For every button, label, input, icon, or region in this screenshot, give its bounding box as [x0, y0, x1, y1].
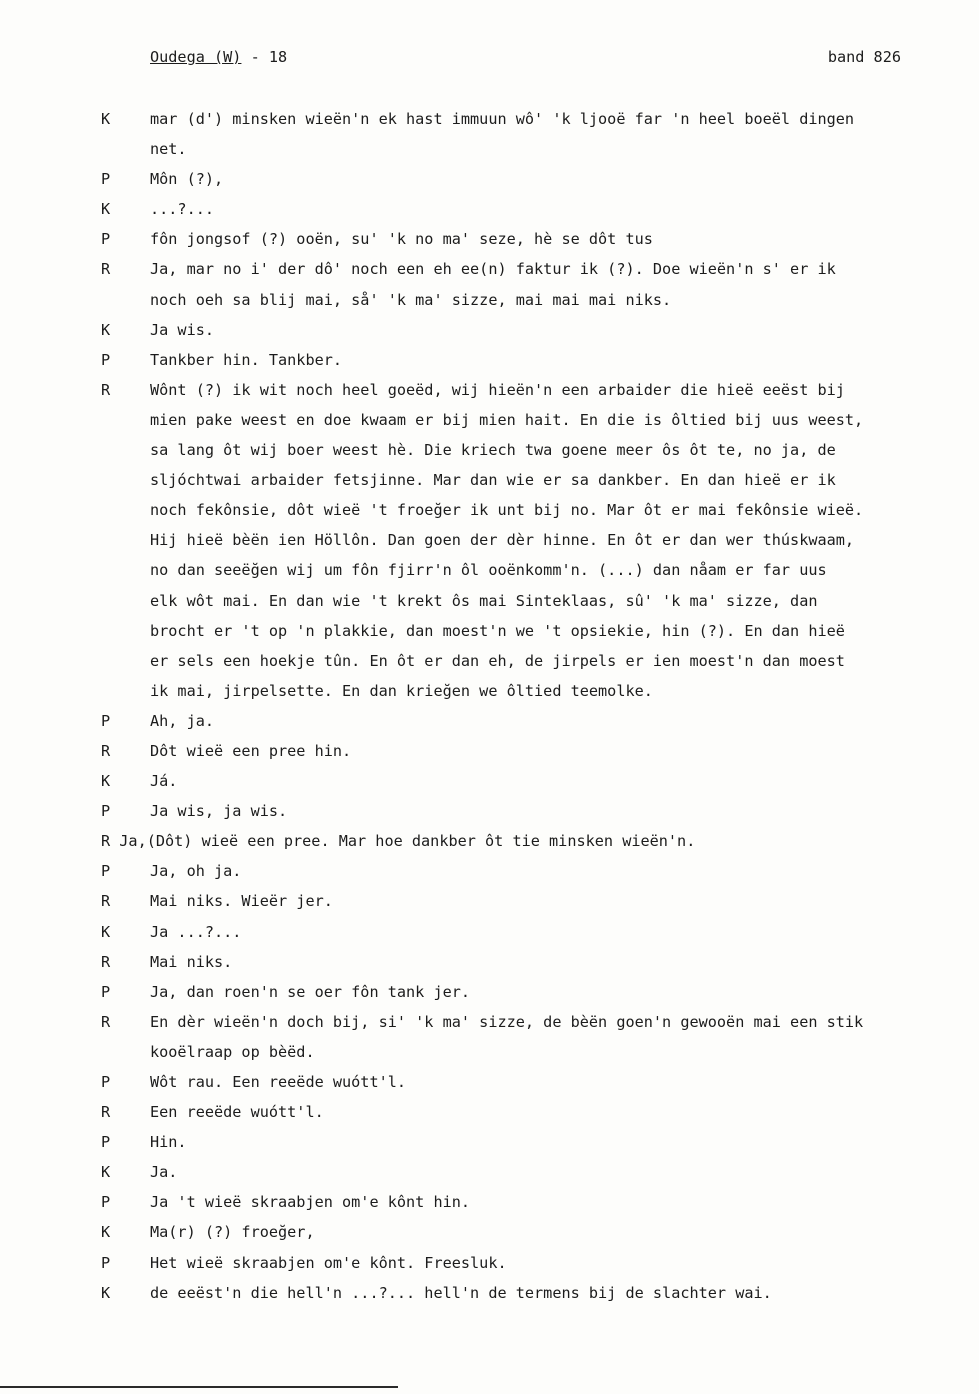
- transcript-line: [0, 134, 979, 164]
- transcript-line: [0, 736, 979, 766]
- transcript-line: [0, 495, 979, 525]
- line-text: Wôt rau. Een reeëde wuótt'l.: [150, 1073, 407, 1091]
- speaker-label: R: [101, 892, 111, 911]
- transcript-line: [0, 947, 979, 977]
- header-location-underlined: Oudega (W): [150, 48, 242, 66]
- line-text: En dèr wieën'n doch bij, si' 'k ma' sizze, de bèën goen'n gewooën mai een stik: [150, 1012, 864, 1031]
- speaker-label: K: [101, 772, 111, 791]
- line-text: Ja.: [150, 1163, 178, 1182]
- speaker-label: K: [101, 320, 111, 339]
- transcript-line: [0, 1248, 979, 1278]
- transcript-line: [0, 104, 979, 134]
- line-text: Ma(r) (?) froeğer,: [150, 1223, 315, 1242]
- line-text: Ja, oh ja.: [150, 862, 242, 881]
- transcript-line: [0, 405, 979, 435]
- line-text: net.: [150, 140, 187, 159]
- transcript-line: [0, 646, 979, 676]
- header-band: band 826: [827, 48, 901, 66]
- transcript-line: [0, 345, 979, 375]
- transcript-line: [0, 917, 979, 947]
- transcript: [0, 104, 979, 1308]
- speaker-label: K: [101, 1163, 111, 1182]
- line-text: Tankber hin. Tankber.: [150, 350, 343, 369]
- line-text: Het wieë skraabjen om'e kônt. Freesluk.: [150, 1253, 507, 1272]
- speaker-label: P: [101, 982, 111, 1001]
- speaker-label: R: [101, 1103, 111, 1122]
- transcript-line: [0, 676, 979, 706]
- line-text: elk wôt mai. En dan wie 't krekt ôs mai Sinteklaas, sû' 'k ma' sizze, dan: [150, 591, 818, 610]
- transcript-line: [0, 856, 979, 886]
- speaker-label: P: [101, 802, 111, 821]
- page-header: [150, 48, 901, 72]
- line-text: brocht er 't op 'n plakkie, dan moest'n we 't opsiekie, hin (?). En dan hieë: [150, 621, 845, 640]
- speaker-label: P: [101, 862, 111, 881]
- line-text: fôn jongsof (?) ooën, su' 'k no ma' seze, hè se dôt tus: [150, 230, 653, 249]
- transcript-line: [0, 1217, 979, 1247]
- speaker-label: P: [101, 1073, 111, 1091]
- header-location: [150, 48, 287, 66]
- line-text: R Ja,(Dôt) wieë een pree. Mar hoe dankber ôt tie minsken wieën'n.: [101, 832, 696, 851]
- transcript-line: [0, 616, 979, 646]
- line-text: noch oeh sa blij mai, så' 'k ma' sizze, mai mai mai niks.: [150, 290, 672, 309]
- transcript-line: [0, 164, 979, 194]
- speaker-label: P: [101, 170, 111, 189]
- line-text: Ja 't wieë skraabjen om'e kônt hin.: [150, 1193, 471, 1212]
- speaker-label: K: [101, 922, 111, 941]
- transcript-line: [0, 886, 979, 916]
- transcript-line: [0, 525, 979, 555]
- line-text: Wônt (?) ik wit noch heel goeëd, wij hieën'n een arbaider die hieë eeëst bij: [150, 380, 845, 399]
- line-text: mien pake weest en doe kwaam er bij mien hait. En die is ôltied bij uus weest,: [150, 410, 864, 429]
- transcript-line: [0, 826, 979, 856]
- line-text: er sels een hoekje tûn. En ôt er dan eh, de jirpels er ien moest'n dan moest: [150, 651, 845, 670]
- line-text: Ja wis, ja wis.: [150, 802, 288, 821]
- line-text: Môn (?),: [150, 170, 224, 189]
- line-text: ik mai, jirpelsette. En dan krieğen we ôltied teemolke.: [150, 681, 653, 700]
- transcript-line: [0, 706, 979, 736]
- line-text: no dan seeëğen wij um fôn fjirr'n ôl ooënkomm'n. (...) dan nåam er far uus: [150, 561, 827, 580]
- line-text: de eeëst'n die hell'n ...?... hell'n de termens bij de slachter wai.: [150, 1283, 772, 1302]
- line-text: Ah, ja.: [150, 711, 215, 730]
- line-text: Já.: [150, 772, 178, 791]
- transcript-line: [0, 1007, 979, 1037]
- transcript-line: [0, 796, 979, 826]
- line-text: Ja ...?...: [150, 922, 242, 941]
- line-text: Hij hieë bèën ien Höllôn. Dan goen der dèr hinne. En ôt er dan wer thúskwaam,: [150, 531, 855, 550]
- line-text: Mai niks.: [150, 952, 233, 971]
- line-text: sljóchtwai arbaider fetsjinne. Mar dan wie er sa dankber. En dan hieë er ik: [150, 471, 836, 490]
- transcript-line: [0, 194, 979, 224]
- transcript-line: [0, 435, 979, 465]
- line-text: Mai niks. Wieër jer.: [150, 892, 333, 911]
- speaker-label: P: [101, 1133, 111, 1152]
- line-text: mar (d') minsken wieën'n ek hast immuun wô' 'k ljooë far 'n heel boeël dingen: [150, 110, 855, 128]
- line-text: ...?...: [150, 200, 215, 219]
- transcript-line: [0, 1037, 979, 1067]
- transcript-line: [0, 586, 979, 616]
- header-page-number: - 18: [241, 48, 288, 66]
- transcript-line: [0, 465, 979, 495]
- line-text: Dôt wieë een pree hin.: [150, 741, 352, 760]
- transcript-line: [0, 224, 979, 254]
- transcript-line: [0, 1278, 979, 1308]
- speaker-label: P: [101, 1253, 111, 1272]
- speaker-label: R: [101, 741, 111, 760]
- line-text: Hin.: [150, 1133, 187, 1152]
- transcript-line: [0, 285, 979, 315]
- line-text: Ja, mar no i' der dô' noch een eh ee(n) faktur ik (?). Doe wieën'n s' er ik: [150, 260, 836, 279]
- speaker-label: K: [101, 1223, 111, 1242]
- line-text: kooëlraap op bèëd.: [150, 1042, 315, 1061]
- line-text: Ja wis.: [150, 320, 215, 339]
- line-text: noch fekônsie, dôt wieë 't froeğer ik unt bij no. Mar ôt er mai fekônsie wieë.: [150, 501, 864, 520]
- transcript-line: [0, 1187, 979, 1217]
- speaker-label: P: [101, 350, 111, 369]
- transcript-line: [0, 1067, 979, 1097]
- speaker-label: P: [101, 1193, 111, 1212]
- transcript-line: [0, 1127, 979, 1157]
- transcript-line: [0, 555, 979, 585]
- transcript-line: [0, 254, 979, 284]
- transcript-line: [0, 315, 979, 345]
- speaker-label: P: [101, 230, 111, 249]
- transcript-line: [0, 375, 979, 405]
- line-text: sa lang ôt wij boer weest hè. Die kriech twa goene meer ôs ôt te, no ja, de: [150, 441, 836, 460]
- line-text: Een reeëde wuótt'l.: [150, 1103, 324, 1122]
- footer-rule: [0, 1386, 398, 1388]
- line-text: Ja, dan roen'n se oer fôn tank jer.: [150, 982, 471, 1001]
- transcript-line: [0, 977, 979, 1007]
- speaker-label: K: [101, 1283, 111, 1302]
- transcript-line: [0, 1157, 979, 1187]
- transcript-line: [0, 1097, 979, 1127]
- transcript-line: [0, 766, 979, 796]
- speaker-label: K: [101, 110, 111, 128]
- speaker-label: P: [101, 711, 111, 730]
- speaker-label: R: [101, 1012, 111, 1031]
- speaker-label: R: [101, 380, 111, 399]
- speaker-label: R: [101, 952, 111, 971]
- speaker-label: R: [101, 260, 111, 279]
- speaker-label: K: [101, 200, 111, 219]
